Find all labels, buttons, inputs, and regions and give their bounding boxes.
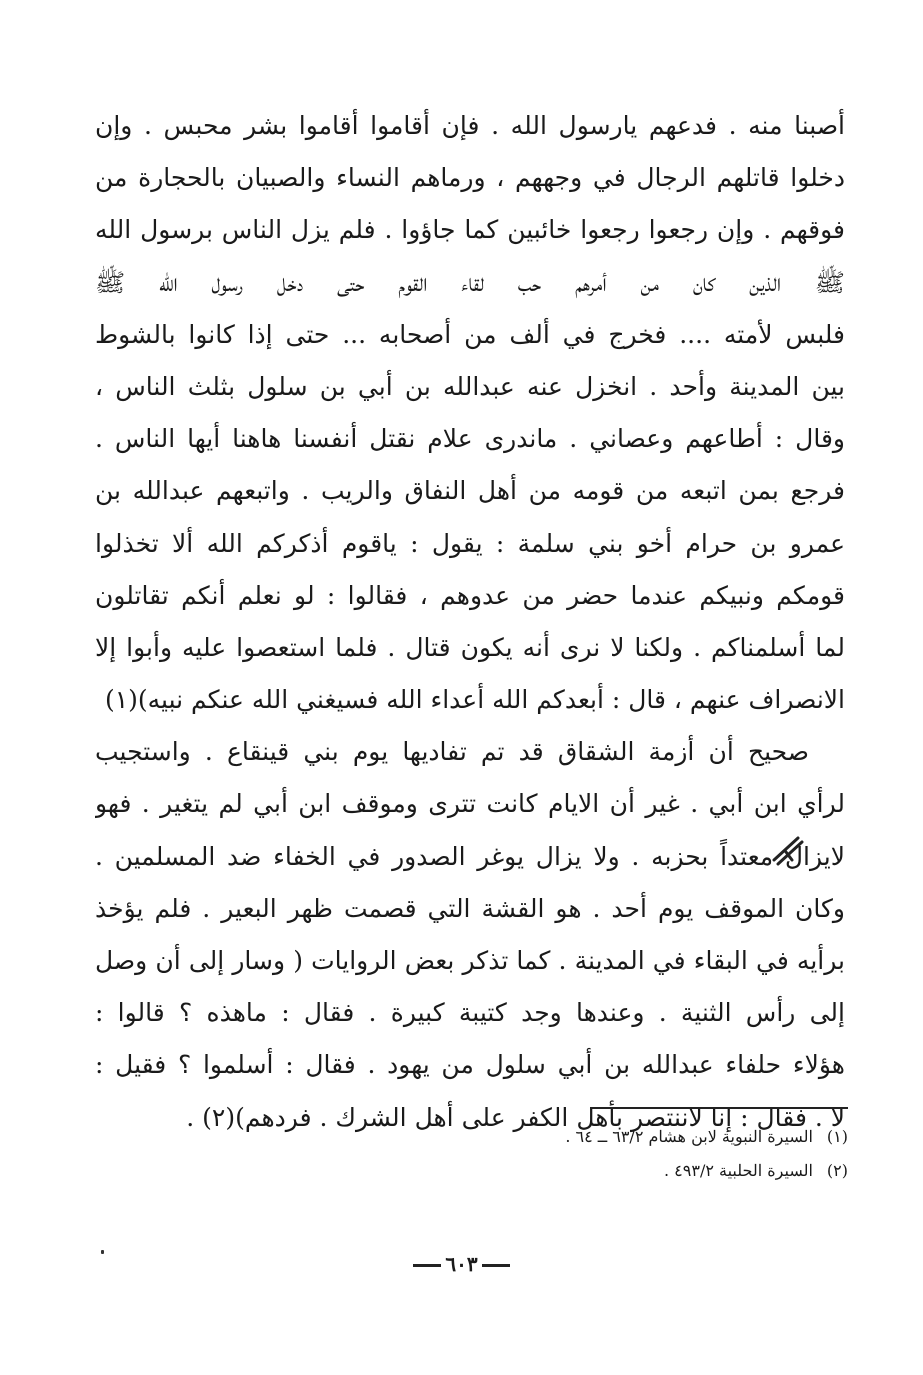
body-text [95,100,845,1144]
text-line: لما أسلمناكم . ولكنا لا نرى أنه يكون قتال . فلما استعصوا عليه وأبوا إلا [95,632,845,662]
page-number-dash [482,1264,510,1267]
text-line: دخلوا قاتلهم الرجال في وجههم ، ورماهم النساء والصبيان بالحجارة من [95,163,845,193]
footnote [420,1120,848,1154]
text-line: فرجع بمن اتبعه من قومه من أهل النفاق والريب . واتبعهم عبدالله بن [95,476,845,506]
text-line: أصبنا منه . فدعهم يارسول الله . فإن أقاموا أقاموا بشر محبس . وإن [95,111,845,140]
text-line: الانصراف عنهم ، قال : أبعدكم الله أعداء الله فسيغني الله عنكم نبيه)(١) [104,685,845,715]
text-line: وكان الموقف يوم أحد . هو القشة التي قصمت ظهر البعير . فلم يؤخذ [95,893,845,923]
text-line: وقال : أطاعهم وعصاني . ماندرى علام نقتل أنفسنا هاهنا أيها الناس . [95,424,845,454]
footnote-text: السيرة الحلبية ٤٩٣/٢ . [663,1161,813,1180]
text-line: لا . فقال : إنا لاننتصر بأهل الكفر على أهل الشرك . فردهم)(٢) . [186,1102,845,1132]
text-line: فوقهم . وإن رجعوا رجعوا خائبين كما جاؤوا . فلم يزل الناس برسول الله [95,215,845,245]
text-line: إلى رأس الثنية . وعندها وجد كتيبة كبيرة . فقال : ماهذه ؟ قالوا : [95,998,845,1028]
footnote [420,1154,848,1188]
handwritten-margin-mark [768,830,808,870]
footnote-text: السيرة النبوية لابن هشام ٦٣/٢ ــ ٦٤ . [565,1127,813,1146]
page-number-dash [413,1264,441,1267]
text-line: بين المدينة وأحد . انخزل عنه عبدالله بن أبي بن سلول بثلث الناس ، [95,371,845,401]
text-line: قومكم ونبيكم عندما حضر من عدوهم ، فقالوا : لو نعلم أنكم تقاتلون [95,580,845,610]
page-number [0,1252,923,1276]
footnotes [420,1120,848,1188]
text-line: ﷺ الذين كان من أمرهم حب لقاء القوم حتى دخل رسول الله ﷺ [95,267,845,297]
text-line: برأيه في البقاء في المدينة . كما تذكر بعض الروايات ( وسار إلى أن وصل [95,946,845,975]
text-line: هؤلاء حلفاء عبدالله بن أبي سلول من يهود . فقال : أسلموا ؟ فقيل : [95,1050,845,1080]
paragraph-start-line: صحيح أن أزمة الشقاق قد تم تفاديها يوم بني قينقاع . واستجيب [95,737,809,767]
page-number-value: ٦٠٣ [445,1252,478,1276]
footnote-number: (١) [826,1127,848,1146]
text-line: فلبس لأمته .... فخرج في ألف من أصحابه ... حتى إذا كانوا بالشوط [95,319,845,349]
text-line: لرأي ابن أبي . غير أن الايام كانت تترى وموقف ابن أبي لم يتغير . فهو [95,789,845,819]
footnote-number: (٢) [826,1161,848,1180]
text-line: لايزال معتداً بحزبه . ولا يزال يوغر الصدور في الخفاء ضد المسلمين . [95,841,845,871]
text-line: عمرو بن حرام أخو بني سلمة : يقول : ياقوم أذكركم الله ألا تخذلوا [95,528,845,558]
footnote-separator [590,1107,848,1109]
